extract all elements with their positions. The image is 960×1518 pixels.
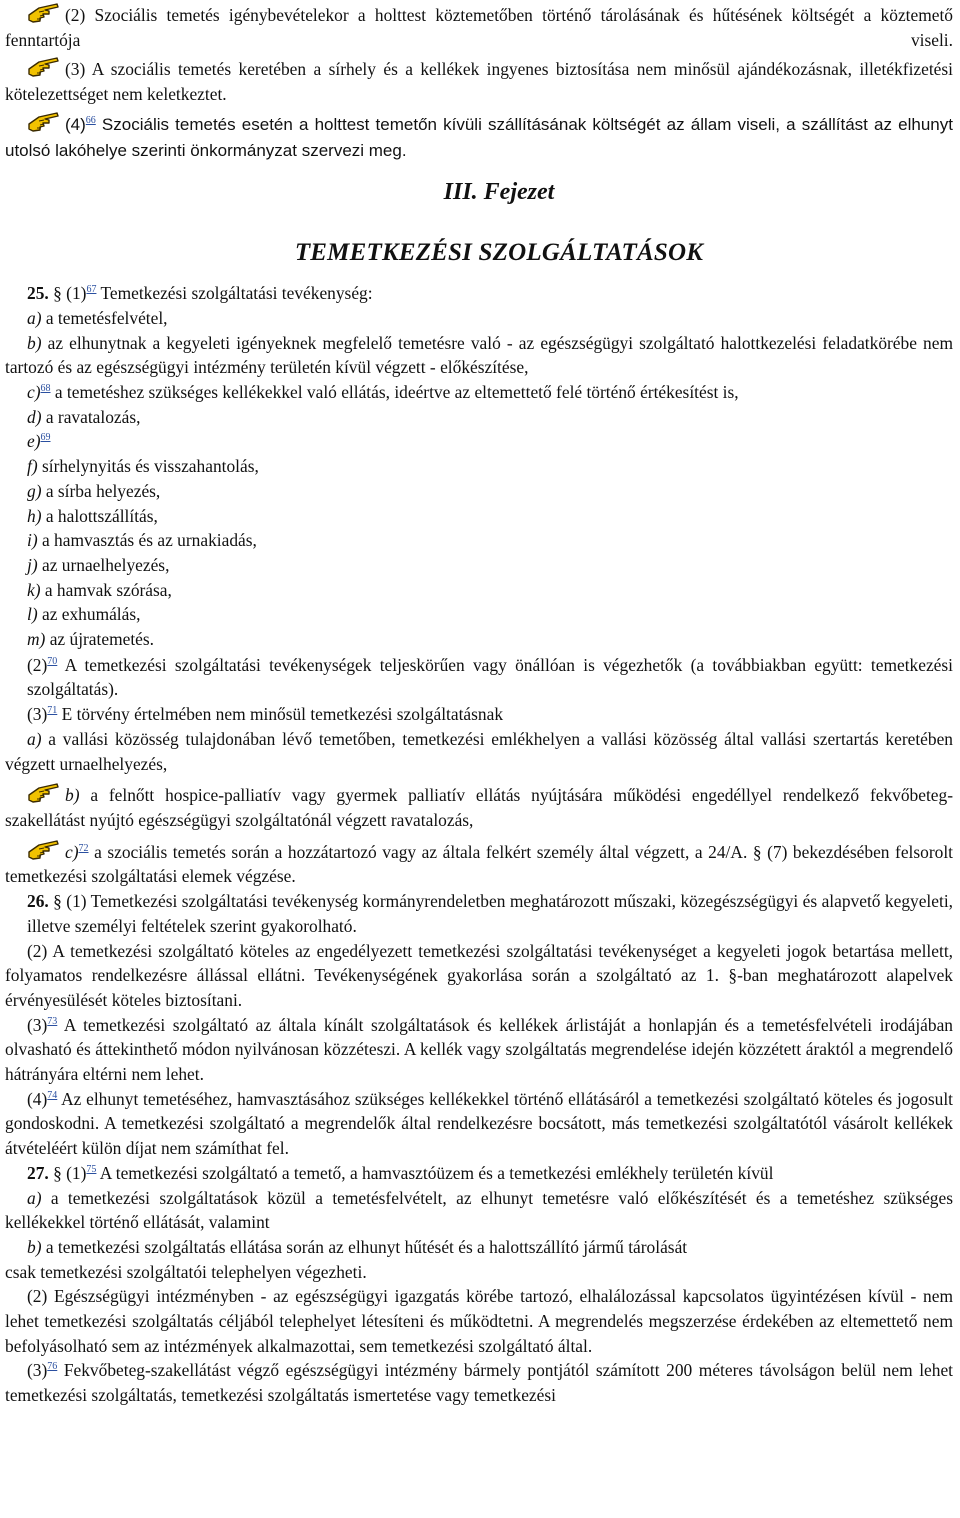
point-letter: c) bbox=[65, 841, 79, 862]
pointing-hand-icon[interactable] bbox=[27, 56, 61, 78]
point-text: a temetéshez szükséges kellékekkel való ellátás, ideértve az eltemettető felé történő értékesítést is, bbox=[50, 382, 739, 403]
point-letter: a) bbox=[27, 1187, 42, 1208]
section-number: 27. bbox=[27, 1162, 49, 1183]
list-item bbox=[5, 306, 953, 331]
paragraph-text: Fekvőbeteg-szakellátást végző egészségügyi intézmény bármely pontjától számított 200 méteres távolságon belül nem lehet temetkezési szolgáltatás, temetkezési szolgáltatás ismertetése vagy temetkezési bbox=[5, 1360, 953, 1406]
footnote-link[interactable]: 73 bbox=[47, 1015, 58, 1027]
point-text: az urnaelhelyezés, bbox=[37, 554, 170, 575]
paragraph-prefix: § (1) bbox=[48, 1162, 87, 1183]
section-27-point-b bbox=[5, 1235, 953, 1260]
footnote-link[interactable]: 76 bbox=[47, 1361, 58, 1373]
point-letter: a) bbox=[27, 307, 42, 328]
section-26-paragraph-3 bbox=[5, 1013, 953, 1087]
paragraph-prefix: (2) bbox=[27, 654, 48, 675]
chapter-heading: III. Fejezet bbox=[443, 179, 555, 206]
point-text: a sírba helyezés, bbox=[41, 480, 161, 501]
paragraph-4 bbox=[5, 111, 953, 163]
point-letter: k) bbox=[27, 579, 41, 600]
pointing-hand-icon[interactable] bbox=[27, 782, 61, 804]
point-letter: m) bbox=[27, 629, 46, 650]
section-25-list bbox=[5, 306, 953, 652]
section-25-point-c bbox=[5, 839, 953, 889]
point-letter: f) bbox=[27, 456, 38, 477]
point-letter: a) bbox=[27, 728, 42, 749]
point-letter: i) bbox=[27, 530, 38, 551]
section-25-paragraph-2 bbox=[5, 653, 953, 702]
paragraph-text: (2) Egészségügyi intézményben - az egészségügyi igazgatás körébe tartozó, elhalálozással kapcsolatos ügyintézésen kívül - nem lehet temetkezési szolgáltatás céljából telephelyet létesíteni és működtetni. A megrendelés megszerzése érdekében az eltemettető nem befolyásolható sem az intézmények alkalmazottai, sem temetkezési szolgáltató által. bbox=[5, 1286, 953, 1356]
paragraph-text: (2) Szociális temetés igénybevételekor a holttest köztemetőben történő tárolásának és hűtésének költségét a köztemető fenntartója viseli. bbox=[5, 5, 953, 50]
point-text: az exhumálás, bbox=[37, 604, 141, 625]
footnote-link[interactable]: 70 bbox=[47, 655, 58, 667]
pointing-hand-icon[interactable] bbox=[27, 839, 61, 861]
list-item bbox=[5, 479, 953, 504]
paragraph-text: Temetkezési szolgáltatási tevékenység: bbox=[96, 283, 373, 304]
list-item bbox=[5, 380, 953, 405]
point-letter: b) bbox=[65, 785, 80, 806]
footnote-link[interactable]: 75 bbox=[86, 1163, 97, 1175]
section-27-paragraph-3 bbox=[5, 1358, 953, 1407]
list-item bbox=[5, 528, 953, 553]
point-text: a halottszállítás, bbox=[41, 505, 158, 526]
point-text: a temetkezési szolgáltatások közül a temetésfelvételt, az elhunyt temetésre való előkészítését és a temetéshez szükséges kellékekkel történő ellátását, valamint bbox=[5, 1187, 953, 1233]
footnote-link[interactable]: 68 bbox=[40, 383, 51, 395]
point-letter: h) bbox=[27, 505, 42, 526]
list-item bbox=[5, 331, 953, 380]
section-27-point-a bbox=[5, 1186, 953, 1235]
paragraph-text: A temetkezési szolgáltatási tevékenységek teljeskörűen vagy önállóan is végezhetők (a továbbiakban együtt: temetkezési szolgáltatás). bbox=[27, 654, 953, 700]
footnote-link[interactable]: 66 bbox=[85, 114, 96, 126]
section-25-point-b bbox=[5, 782, 953, 832]
point-text: a felnőtt hospice-palliatív vagy gyermek palliatív ellátás nyújtására működési engedéllyel rendelkező fekvőbeteg-szakellátást nyújtó egészségügyi szolgáltatónál végzett ravatalozás, bbox=[5, 785, 953, 830]
paragraph-text: A temetkezési szolgáltató az általa kínált szolgáltatások és kellékek árlistáját a honlapján és a temetésfelvételi irodájában olvasható és áttekinthető módon nyilvánosan közzéteszi. A kellék vagy szolgáltatás megrendelése idején közzétett áraktól a megrendelő hátrányára eltérni nem lehet. bbox=[5, 1014, 953, 1085]
chapter-title: TEMETKEZÉSI SZOLGÁLTATÁSOK bbox=[294, 239, 704, 267]
point-text: a szociális temetés során a hozzátartozó vagy az általa felkért személy által végzett, a 24/A. § (7) bekezdésében felsorolt temetkezési szolgáltatási elemek végzése. bbox=[5, 841, 953, 887]
paragraph-prefix: (3) bbox=[27, 1360, 48, 1381]
section-number: 25. bbox=[27, 283, 49, 304]
footnote-link[interactable]: 69 bbox=[40, 432, 51, 444]
paragraph-prefix: § (1) bbox=[53, 283, 87, 304]
point-letter: d) bbox=[27, 406, 42, 427]
paragraph-text: Szociális temetés esetén a holttest temetőn kívüli szállításának költségét az állam viseli, a szállítást az elhunyt utolsó lakóhelye szerinti önkormányzat szervezi meg. bbox=[5, 114, 953, 160]
paragraph-prefix: (3) bbox=[27, 1014, 48, 1035]
paragraph-2 bbox=[5, 2, 953, 52]
list-item bbox=[5, 627, 953, 652]
pointing-hand-icon[interactable] bbox=[27, 2, 61, 24]
list-item bbox=[5, 405, 953, 430]
point-letter: l) bbox=[27, 604, 38, 625]
point-letter: b) bbox=[27, 332, 42, 353]
point-text: a temetkezési szolgáltatás ellátása során az elhunyt hűtését és a halottszállító jármű tárolását bbox=[41, 1236, 688, 1257]
document-page bbox=[0, 2, 960, 1408]
point-text: a temetésfelvétel, bbox=[41, 307, 168, 328]
paragraph-prefix: (4) bbox=[27, 1088, 48, 1109]
list-item bbox=[5, 429, 953, 454]
point-text: a ravatalozás, bbox=[41, 406, 141, 427]
section-27-paragraph-1 bbox=[5, 1161, 953, 1186]
section-25-paragraph-3 bbox=[5, 702, 953, 727]
footnote-link[interactable]: 67 bbox=[86, 284, 97, 296]
paragraph-prefix: (3) bbox=[27, 704, 48, 725]
paragraph-text: A temetkezési szolgáltató a temető, a hamvasztóüzem és a temetkezési emlékhely területén kívül bbox=[96, 1162, 774, 1183]
list-item bbox=[5, 602, 953, 627]
point-letter: b) bbox=[27, 1236, 42, 1257]
section-number: 26. bbox=[27, 891, 49, 912]
footnote-link[interactable]: 72 bbox=[78, 842, 89, 854]
list-item bbox=[5, 578, 953, 603]
paragraph-text: (2) A temetkezési szolgáltató köteles az engedélyezett temetkezési szolgáltatási tevékenységet a kegyeleti jogok betartása mellett, folyamatos rendelkezésre állással ellátni. Tevékenységének gyakorlása során a szolgáltató az 1. §-ban meghatározott alapelvek érvényesülését köteles biztosítani. bbox=[5, 940, 953, 1010]
point-text: az újratemetés. bbox=[45, 629, 154, 650]
section-26-paragraph-4 bbox=[5, 1087, 953, 1161]
paragraph-prefix: (4) bbox=[65, 114, 86, 134]
footnote-link[interactable]: 71 bbox=[47, 705, 58, 717]
footnote-link[interactable]: 74 bbox=[47, 1089, 58, 1101]
list-item bbox=[5, 504, 953, 529]
section-27-paragraph-2 bbox=[5, 1284, 953, 1358]
section-25-point-a bbox=[5, 727, 953, 776]
point-text: az elhunytnak a kegyeleti igényeknek megfelelő temetésre való - az egészségügyi szolgáltató halottkezelési feladatkörébe nem tartozó és az egészségügyi intézmény területén kívül végzett - előkészítése, bbox=[5, 332, 953, 378]
point-text: sírhelynyitás és visszahantolás, bbox=[37, 456, 259, 477]
paragraph-text: Az elhunyt temetéséhez, hamvasztásához szükséges kellékekkel történő ellátásáról a temetkezési szolgáltató köteles és jogosult gondoskodni. A temetkezési szolgáltató a megrendelők által rendelkezésre bocsátott, más temetkezési szolgáltatótól vásárolt kellékek átvételéért külön díjat nem számíthat fel. bbox=[5, 1088, 953, 1159]
paragraph-3 bbox=[5, 56, 953, 106]
list-item bbox=[5, 553, 953, 578]
list-item bbox=[5, 454, 953, 479]
paragraph-text: § (1) Temetkezési szolgáltatási tevékenység kormányrendeletben meghatározott műszaki, közegészségügyi és alapvető kegyeleti, illetve személyi feltételek szerint gyakorolható. bbox=[27, 891, 953, 936]
paragraph-text: (3) A szociális temetés keretében a sírhely és a kellékek ingyenes biztosítása nem minősül ajándékozásnak, illetékfizetési kötelezettséget nem keletkeztet. bbox=[5, 59, 953, 105]
point-letter: j) bbox=[27, 554, 38, 575]
section-25-paragraph-1 bbox=[5, 281, 953, 306]
section-26-paragraph-1 bbox=[5, 889, 953, 938]
point-text: a hamvak szórása, bbox=[40, 579, 172, 600]
section-26-paragraph-2 bbox=[5, 939, 953, 1013]
pointing-hand-icon[interactable] bbox=[27, 111, 61, 133]
paragraph-text: E törvény értelmében nem minősül temetkezési szolgáltatásnak bbox=[57, 704, 504, 725]
point-text: a hamvasztás és az urnakiadás, bbox=[37, 530, 257, 551]
point-text: a vallási közösség tulajdonában lévő temetőben, temetkezési emlékhelyen a vallási közösség által vallási szertartás keretében végzett urnaelhelyezés, bbox=[5, 728, 953, 774]
section-27-tail: csak temetkezési szolgáltatói telephelyen végezheti. bbox=[5, 1261, 367, 1282]
point-letter: c) bbox=[27, 382, 41, 403]
point-letter: e) bbox=[27, 431, 41, 452]
point-letter: g) bbox=[27, 480, 42, 501]
